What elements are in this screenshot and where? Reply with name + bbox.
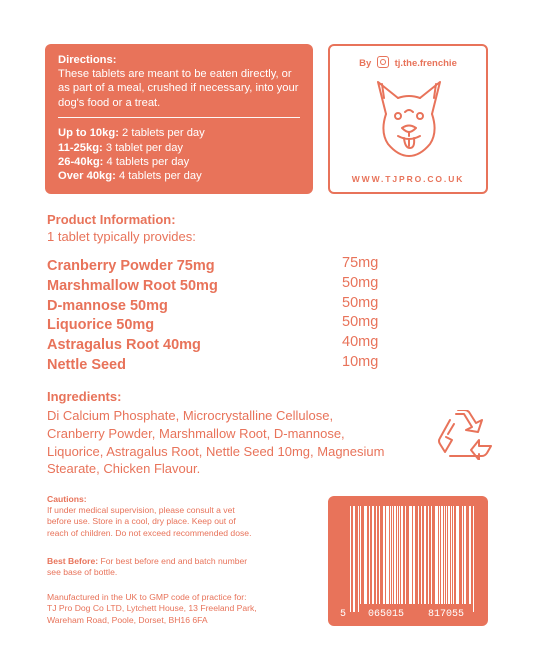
product-info-subheading: 1 tablet typically provides:	[47, 229, 196, 244]
barcode-bar	[421, 506, 422, 604]
barcode-bar	[464, 506, 466, 604]
french-bulldog-icon	[372, 76, 446, 162]
nutrient-name: Marshmallow Root 50mg	[47, 277, 218, 294]
nutrient-amount: 40mg	[342, 334, 379, 351]
barcode-bar	[428, 506, 429, 604]
cautions-heading: Cautions:	[47, 494, 87, 504]
brand-box	[328, 44, 488, 194]
nutrient-amount: 50mg	[342, 274, 379, 291]
barcode-bar	[441, 506, 443, 604]
directions-divider	[58, 117, 300, 119]
nutrient-name: Cranberry Powder 75mg	[47, 258, 215, 274]
barcode-bar	[424, 506, 426, 604]
product-info-heading: Product Information:	[47, 212, 176, 227]
nutrient-amounts	[342, 254, 378, 373]
directions-text: These tablets are meant to be eaten directly, or as part of a meal, crushed if necessary, into your dog's food or a treat.	[58, 68, 299, 109]
barcode-bar	[390, 506, 391, 604]
barcode-bar	[448, 506, 450, 604]
dosage-row: Up to 10kg: 2 tablets per day	[58, 127, 205, 140]
barcode-bar	[413, 506, 415, 604]
barcode-first-digit: 5	[340, 609, 347, 620]
barcode-bar	[358, 506, 359, 612]
barcode-bar	[394, 506, 396, 604]
nutrient-name: Astragalus Root 40mg	[47, 337, 201, 354]
barcode-bar	[473, 506, 474, 612]
barcode-bar	[418, 506, 419, 604]
barcode-bar	[376, 506, 377, 604]
barcode-bar	[360, 506, 361, 604]
ingredients-text: Di Calcium Phosphate, Microcrystalline Cellulose, Cranberry Powder, Marshmallow Root, D-mannose, Liquorice, Astragalus Root, Nettle Seed 10mg, Magnesium Stearate, Chicken Flavour.	[47, 408, 385, 477]
nutrient-amount: 10mg	[342, 353, 379, 370]
ingredients-heading: Ingredients:	[47, 389, 122, 404]
barcode-bar	[350, 506, 351, 612]
barcode	[328, 496, 488, 626]
directions-panel	[45, 44, 313, 194]
barcode-bar	[453, 506, 454, 604]
barcode-bar	[386, 506, 389, 604]
barcode-bar	[462, 506, 463, 604]
brand-by-line: By tj.the.frenchie	[359, 58, 457, 69]
cautions-text: If under medical supervision, please consult a vet before use. Store in a cool, dry place. Keep out of reach of children. Do not exceed recommended dose.	[47, 505, 252, 538]
barcode-bar	[369, 506, 370, 604]
manufacturer-info: Manufactured in the UK to GMP code of practice for: TJ Pro Dog Co LTD, Lytchett House, 13 Freeland Park, Wareham Road, Poole, Dorset, BH16 6FA	[47, 592, 257, 625]
barcode-bar	[399, 506, 400, 604]
barcode-bar	[353, 506, 355, 612]
instagram-handle: tj.the.frenchie	[394, 58, 457, 69]
nutrient-amount: 75mg	[342, 255, 379, 271]
barcode-bar	[409, 506, 412, 604]
barcode-bar	[469, 506, 471, 604]
best-before: Best Before: For best before end and batch number see base of bottle.	[47, 556, 248, 578]
barcode-bar	[446, 506, 447, 604]
barcode-bar	[383, 506, 385, 604]
barcode-bar	[364, 506, 367, 604]
barcode-right-digits: 817055	[428, 609, 465, 620]
barcode-bar	[456, 506, 459, 604]
instagram-icon	[377, 56, 389, 68]
barcode-bar	[405, 506, 406, 604]
directions-heading: Directions:	[58, 54, 117, 66]
nutrient-name: Liquorice 50mg	[47, 317, 155, 334]
barcode-bar	[439, 506, 440, 604]
best-before-label: Best Before:	[47, 556, 99, 566]
barcode-bar	[444, 506, 445, 604]
barcode-bar	[401, 506, 403, 604]
dosage-row: Over 40kg: 4 tablets per day	[58, 169, 202, 182]
dosage-row: 11-25kg: 3 tablet per day	[58, 141, 184, 154]
barcode-bar	[392, 506, 393, 604]
nutrient-amount: 50mg	[342, 294, 379, 311]
nutrient-name: Nettle Seed	[47, 356, 126, 373]
barcode-bar	[379, 506, 380, 604]
barcode-bar	[451, 506, 452, 604]
recycle-icon	[436, 410, 492, 460]
nutrient-names	[47, 257, 218, 376]
barcode-bar	[431, 506, 432, 604]
barcode-bar	[435, 506, 438, 604]
nutrient-name: D-mannose 50mg	[47, 297, 168, 314]
barcode-bar	[372, 506, 374, 604]
barcode-left-digits: 065015	[368, 609, 405, 620]
barcode-bars	[328, 496, 488, 626]
dosage-row: 26-40kg: 4 tablets per day	[58, 155, 190, 168]
website-url: WWW.TJPRO.CO.UK	[351, 174, 465, 184]
nutrient-amount: 50mg	[342, 314, 379, 331]
barcode-bar	[397, 506, 398, 604]
